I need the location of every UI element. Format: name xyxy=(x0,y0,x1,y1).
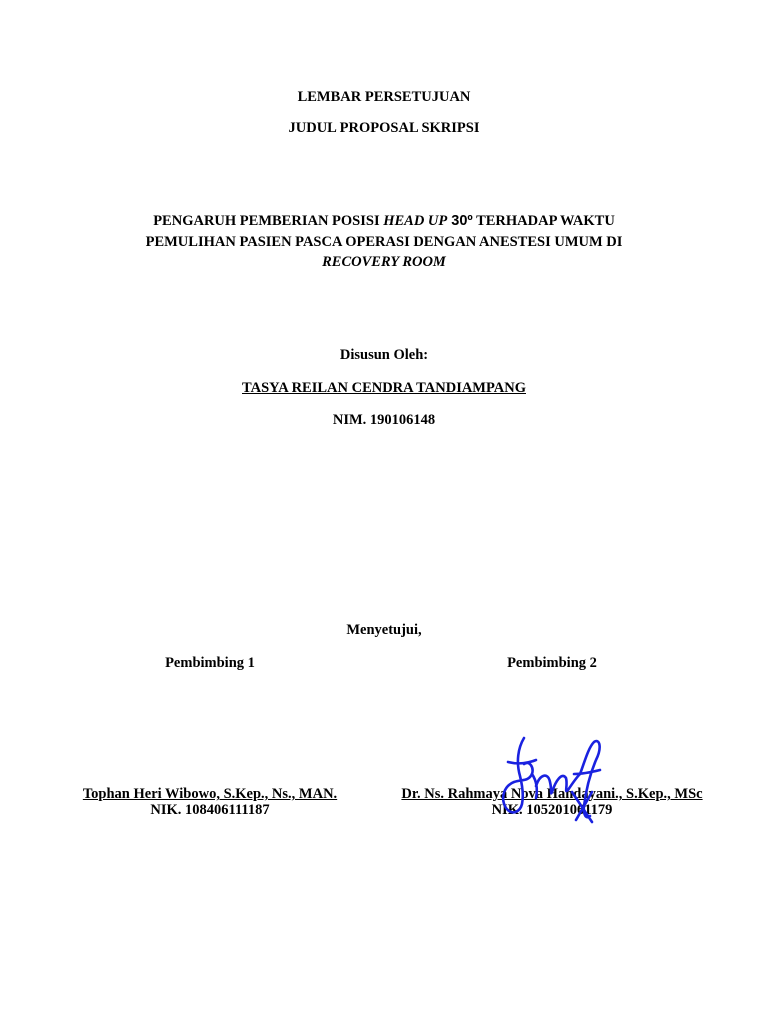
advisor-1-block xyxy=(60,786,360,818)
title-italic-term: HEAD UP xyxy=(383,213,448,229)
author-name: TASYA REILAN CENDRA TANDIAMPANG xyxy=(242,380,526,396)
advisor-2-name: Dr. Ns. Rahmaya Nova Handayani., S.Kep., MSc xyxy=(401,786,703,802)
document-subheading: JUDUL PROPOSAL SKRIPSI xyxy=(288,120,480,136)
advisor-1-name: Tophan Heri Wibowo, S.Kep., Ns., MAN. xyxy=(82,786,338,802)
proposal-title-line-2: PEMULIHAN PASIEN PASCA OPERASI DENGAN ANESTESI UMUM DI xyxy=(145,234,623,250)
proposal-title-line-3 xyxy=(0,253,768,271)
advisor-2-role: Pembimbing 2 xyxy=(507,655,597,671)
document-heading: LEMBAR PERSETUJUAN xyxy=(297,89,471,105)
proposal-title-line-1 xyxy=(0,212,768,230)
advisor-1-nik: NIK. 108406111187 xyxy=(150,802,270,818)
advisor-2-signature xyxy=(492,734,610,826)
author-label: Disusun Oleh: xyxy=(339,347,429,363)
title-line-1-start: PENGARUH PEMBERIAN POSISI xyxy=(153,213,384,229)
advisor-2-nik: NIK. 105201061179 xyxy=(491,802,613,818)
signature-strokes xyxy=(503,738,600,822)
advisor-1-role: Pembimbing 1 xyxy=(165,655,255,671)
title-degree: 30º xyxy=(447,213,473,229)
title-line-1-end: TERHADAP WAKTU xyxy=(472,213,615,229)
approval-label: Menyetujui, xyxy=(346,622,422,638)
author-nim: NIM. 190106148 xyxy=(332,412,436,428)
title-italic-location: RECOVERY ROOM xyxy=(322,254,446,270)
